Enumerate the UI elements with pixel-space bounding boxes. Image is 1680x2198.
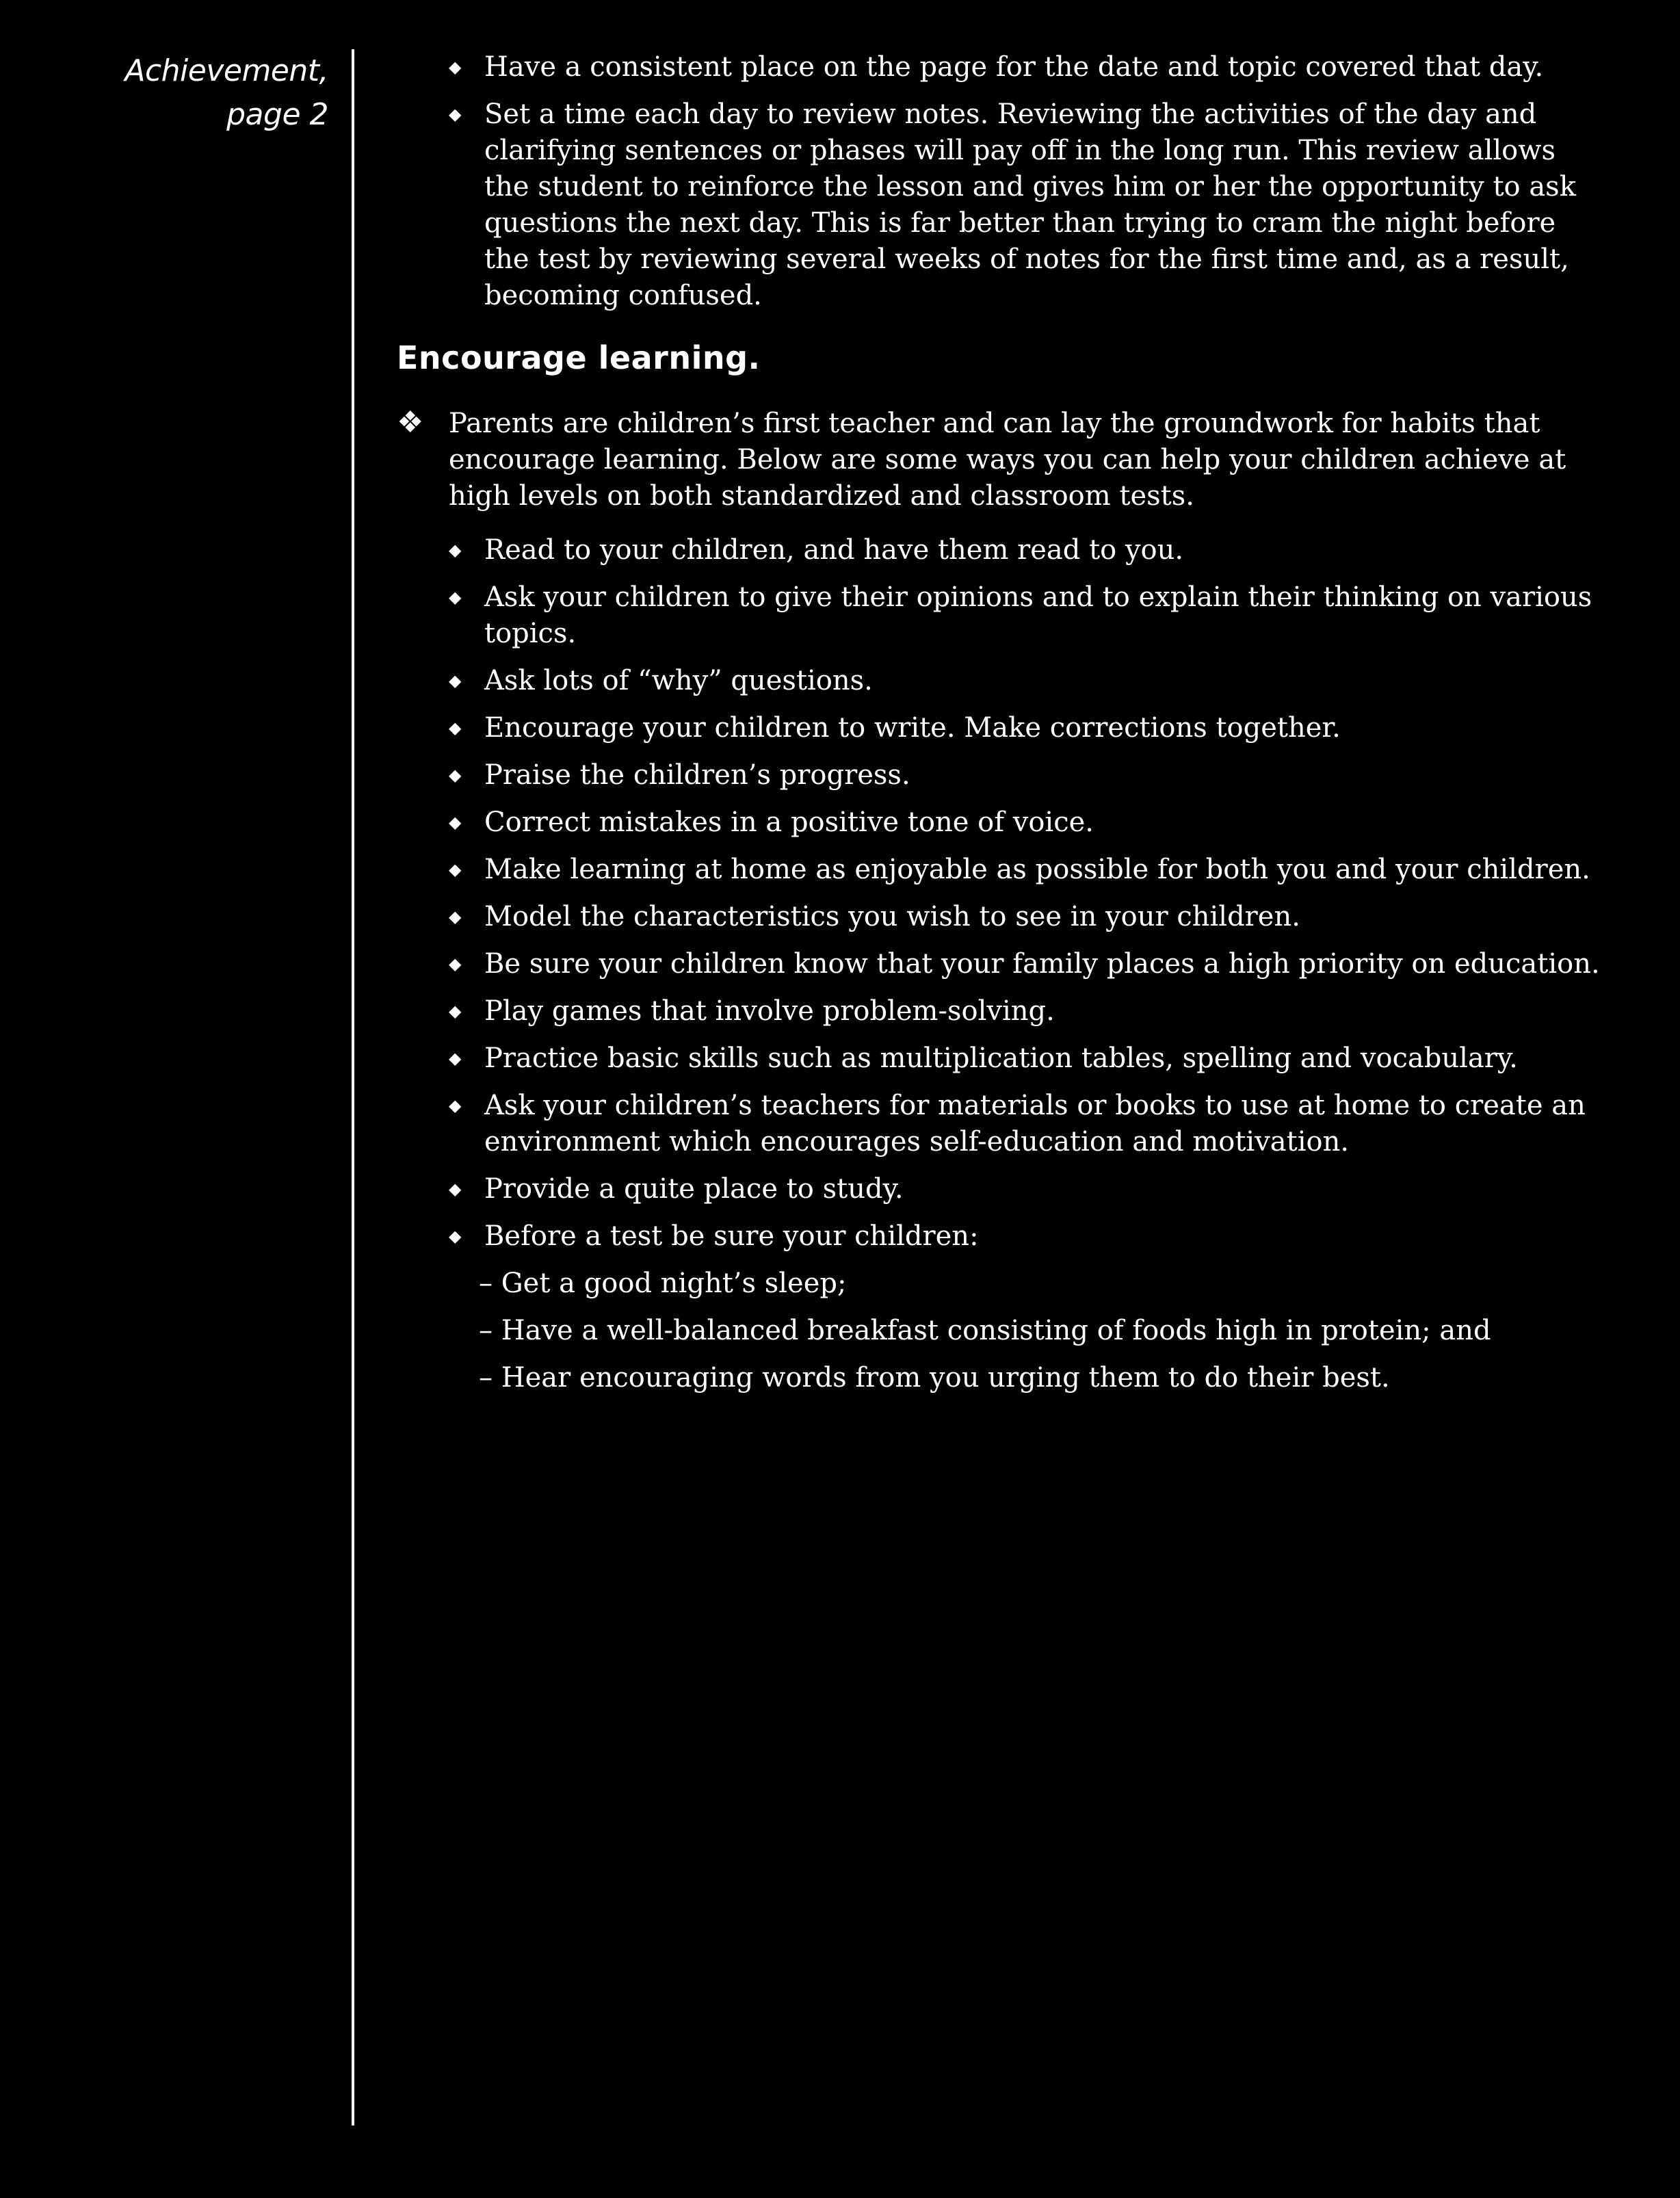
list-item <box>397 579 1601 652</box>
list-item-text: Make learning at home as enjoyable as possible for both you and your children. <box>484 854 1590 885</box>
list-item <box>397 49 1601 86</box>
list-item <box>397 663 1601 699</box>
list-item <box>397 1218 1601 1255</box>
list-item-text: Provide a quite place to study. <box>484 1173 904 1205</box>
sub-list-item: – Have a well-balanced breakfast consisting of foods high in protein; and <box>479 1315 1491 1346</box>
diamond-bullet-icon: ◆ <box>449 954 462 973</box>
diamond-bullet-icon: ◆ <box>449 57 462 77</box>
diamond-bullet-icon: ◆ <box>449 1179 462 1199</box>
list-item-text: Correct mistakes in a positive tone of voice. <box>484 807 1094 838</box>
pre-test-sublist <box>397 1266 1601 1396</box>
diamond-bullet-icon: ◆ <box>449 813 462 832</box>
list-item-text: Practice basic skills such as multiplication tables, spelling and vocabulary. <box>484 1043 1518 1074</box>
list-item-text: Ask your children to give their opinions and to explain their thinking on various topics. <box>484 581 1592 649</box>
sub-list-item: – Hear encouraging words from you urging them to do their best. <box>479 1362 1390 1394</box>
list-item <box>397 993 1601 1030</box>
list-item-text: Set a time each day to review notes. Reviewing the activities of the day and clarifying sentences or phases will pay off in the long run. This review allows the student to reinforce the lesson and gives him or her the opportunity to ask questions the next day. This is far better than trying to cram the night before the test by reviewing several weeks of notes for the first time and, as a result, becoming confused. <box>484 99 1576 311</box>
list-item-text: Model the characteristics you wish to see in your children. <box>484 901 1300 932</box>
intro-text: Parents are children’s first teacher and can lay the groundwork for habits that encourage learning. Below are some ways you can help your children achieve at high levels on both standardized and classroom tests. <box>449 408 1566 512</box>
sub-list-item: – Get a good night’s sleep; <box>479 1268 847 1299</box>
list-item <box>397 710 1601 746</box>
diamond-bullet-icon: ◆ <box>449 1049 462 1068</box>
list-item <box>397 1171 1601 1207</box>
diamond-bullet-icon: ◆ <box>449 718 462 737</box>
list-item-text: Encourage your children to write. Make corrections together. <box>484 712 1341 744</box>
diamond-bullet-icon: ◆ <box>449 860 462 879</box>
learning-tips-list <box>397 532 1601 1255</box>
list-item <box>397 899 1601 935</box>
list-item-text: Ask lots of “why” questions. <box>484 665 873 696</box>
diamond-bullet-icon: ◆ <box>449 1096 462 1115</box>
list-item-text: Ask your children’s teachers for materials or books to use at home to create an environment which encourages self-education and motivation. <box>484 1090 1586 1157</box>
list-item <box>397 852 1601 888</box>
top-bullet-list <box>397 49 1601 314</box>
list-item-text: Read to your children, and have them read to you. <box>484 534 1184 566</box>
list-item-text: Be sure your children know that your family places a high priority on education. <box>484 948 1600 980</box>
diamond-bullet-icon: ◆ <box>449 766 462 785</box>
diamond-bullet-icon: ◆ <box>449 588 462 607</box>
diamond-bullet-icon: ◆ <box>449 907 462 926</box>
list-item <box>397 946 1601 982</box>
diamond-bullet-icon: ◆ <box>449 540 462 560</box>
page-number: page 2 <box>226 97 328 132</box>
list-item <box>397 532 1601 568</box>
diamond-bullet-icon: ◆ <box>449 1002 462 1021</box>
list-item <box>397 96 1601 314</box>
four-diamond-ornament-icon: ❖ <box>397 405 424 440</box>
list-item-text: Play games that involve problem-solving. <box>484 995 1055 1027</box>
section-intro <box>397 406 1601 514</box>
vertical-divider <box>352 49 354 2125</box>
page-section-label <box>82 49 328 137</box>
list-item-text: Before a test be sure your children: <box>484 1220 979 1252</box>
list-item <box>397 1041 1601 1077</box>
list-item <box>397 757 1601 794</box>
diamond-bullet-icon: ◆ <box>449 671 462 690</box>
list-item <box>397 1088 1601 1160</box>
section-title: Achievement, <box>124 53 328 88</box>
list-item-text: Praise the children’s progress. <box>484 759 910 791</box>
list-item <box>397 804 1601 841</box>
list-item-text: Have a consistent place on the page for the date and topic covered that day. <box>484 51 1544 83</box>
section-heading: Encourage learning. <box>397 339 761 376</box>
main-content <box>397 49 1601 1407</box>
diamond-bullet-icon: ◆ <box>449 105 462 124</box>
diamond-bullet-icon: ◆ <box>449 1227 462 1246</box>
